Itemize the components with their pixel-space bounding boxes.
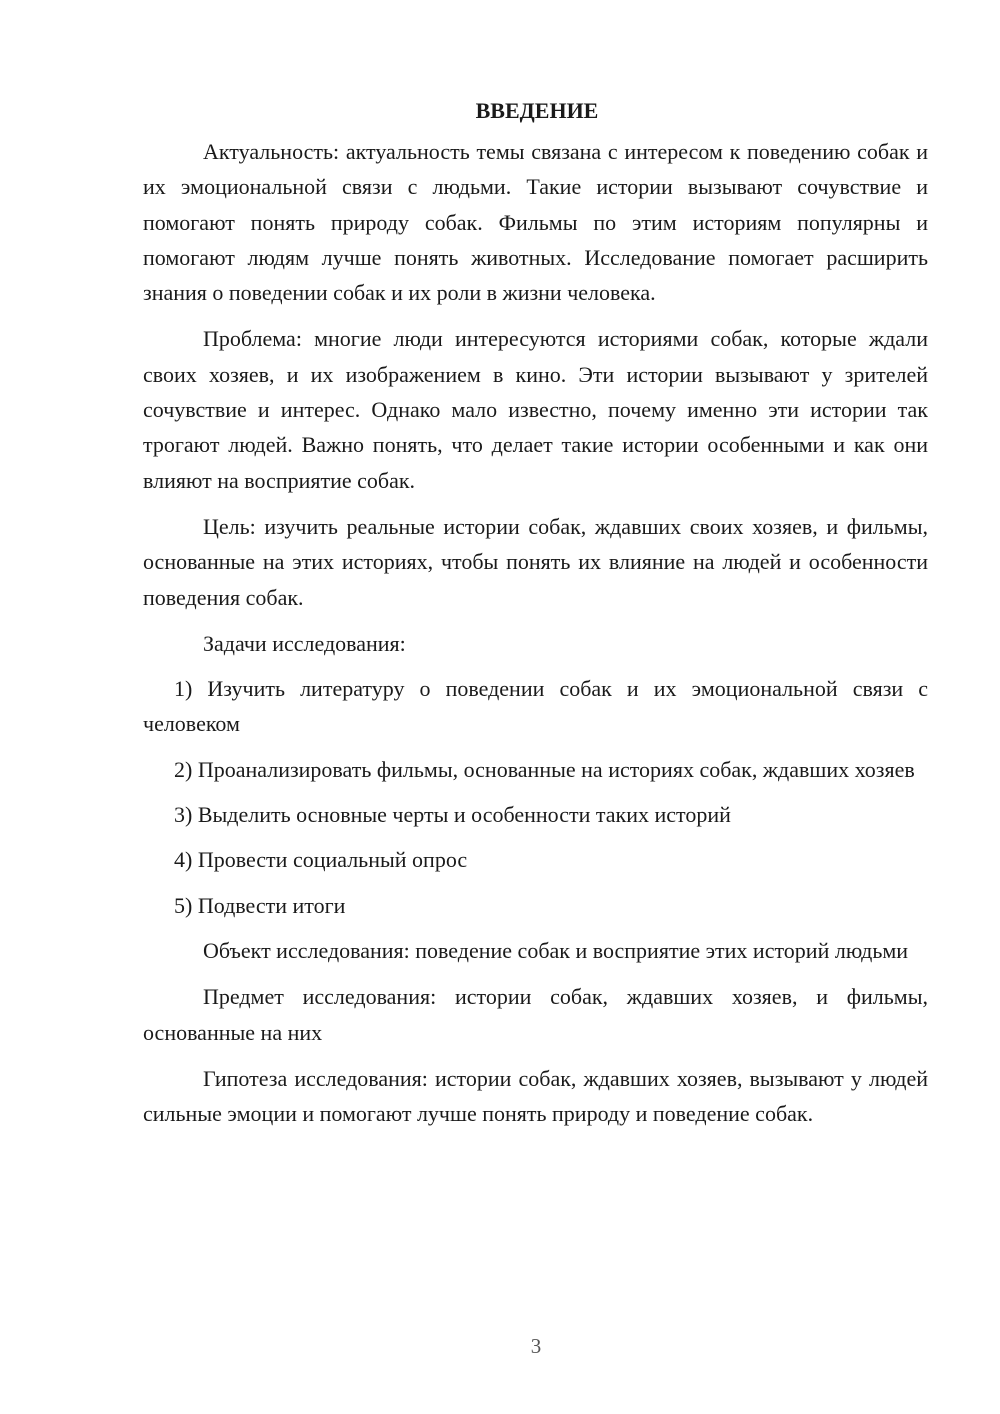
- page-content: [143, 94, 928, 1142]
- page-title: ВВЕДЕНИЕ: [475, 98, 599, 123]
- page-number: 3: [530, 1334, 542, 1358]
- task-item: 1) Изучить литературу о поведении собак и их эмоциональной связи с человеком: [143, 676, 928, 737]
- task-item: 4) Провести социальный опрос: [174, 847, 468, 873]
- relevance-paragraph: Актуальность: актуальность темы связана с интересом к поведению собак и их эмоциональной связи с людьми. Такие истории вызывают сочувствие и помогают понять природу собак. Фильмы по этим историям популярны и помогают людям лучше понять животных. Исследование помогает расширить знания о поведении собак и их роли в жизни человека.: [143, 139, 928, 306]
- tasks-list: [143, 671, 928, 923]
- problem-paragraph: Проблема: многие люди интересуются историями собак, которые ждали своих хозяев, и их изображением в кино. Эти истории вызывают у зрителей сочувствие и интерес. Однако мало известно, почему именно эти истории так трогают людей. Важно понять, что делает такие истории особенными и как они влияют на восприятие собак.: [143, 326, 928, 493]
- goal-paragraph: Цель: изучить реальные истории собак, ждавших своих хозяев, и фильмы, основанные на этих историях, чтобы понять их влияние на людей и особенности поведения собак.: [143, 513, 928, 610]
- tasks-heading: Задачи исследования:: [203, 630, 406, 656]
- hypothesis-paragraph: Гипотеза исследования: истории собак, ждавших хозяев, вызывают у людей сильные эмоции и помогают лучше понять природу и поведение собак.: [143, 1065, 928, 1127]
- task-item: 5) Подвести итоги: [174, 892, 346, 918]
- task-item: 2) Проанализировать фильмы, основанные на историях собак, ждавших хозяев: [174, 756, 915, 782]
- subject-paragraph: Предмет исследования: истории собак, ждавших хозяев, и фильмы, основанные на них: [143, 984, 928, 1045]
- object-paragraph: Объект исследования: поведение собак и восприятие этих историй людьми: [203, 937, 909, 963]
- task-item: 3) Выделить основные черты и особенности таких историй: [174, 802, 731, 828]
